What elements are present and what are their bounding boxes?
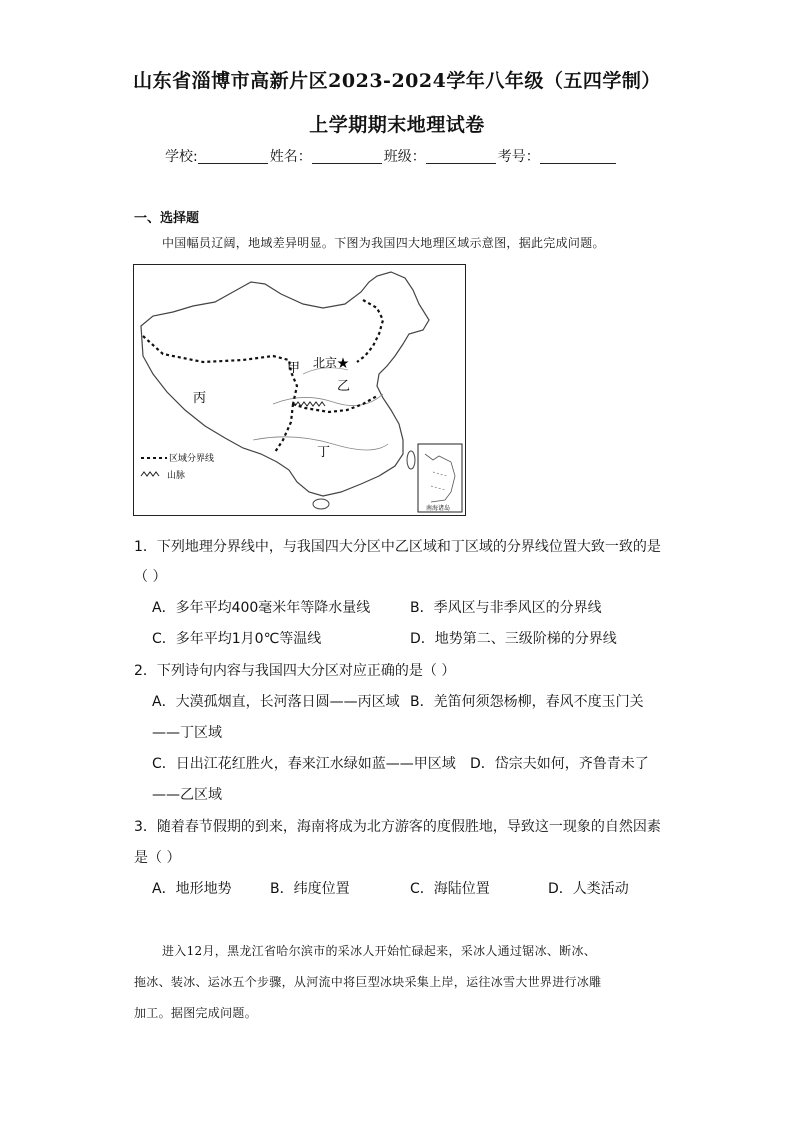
question-1-stem: 1．下列地理分界线中，与我国四大分区中乙区域和丁区域的分界线位置大致一致的是 [134,539,661,555]
passage-line-1: 进入12月，黑龙江省哈尔滨市的采冰人开始忙碌起来，采冰人通过锯冰、断冰、 [162,944,597,958]
q1-option-a[interactable]: A．多年平均400毫米年等降水量线 [152,600,371,616]
q2-option-d-cont: ——乙区域 [152,787,222,803]
student-info-fields [165,146,618,166]
page-subtitle: 上学期期末地理试卷 [309,114,485,136]
number-label: 考号： [497,149,540,165]
inset-label: 南海诸岛 [426,505,451,512]
intro-text: 中国幅员辽阔，地域差异明显。下图为我国四大地理区域示意图，据此完成问题。 [162,236,605,250]
section-heading: 一、选择题 [134,211,200,226]
q3-option-d[interactable]: D．人类活动 [548,881,629,897]
passage-line-3: 加工。据图完成问题。 [134,1006,258,1020]
name-blank[interactable] [312,149,382,164]
q2-option-b-cont: ——丁区域 [152,725,222,741]
question-3-stem: 3．随着春节假期的到来，海南将成为北方游客的度假胜地，导致这一现象的自然因素 [134,819,661,835]
passage-line-2: 拖冰、装冰、运冰五个步骤，从河流中将巨型冰块采集上岸，运往冰雪大世界进行冰雕 [134,975,602,989]
label-bing: 丙 [193,391,207,406]
q1-option-d[interactable]: D．地势第二、三级阶梯的分界线 [410,631,617,647]
q2-option-a[interactable]: A．大漠孤烟直，长河落日圆——丙区域 [152,694,400,710]
question-1-paren: （ ） [134,569,167,585]
q3-option-c[interactable]: C．海陆位置 [410,881,490,897]
q2-option-d[interactable]: D．岱宗夫如何，齐鲁青未了 [470,756,649,772]
question-3-paren: 是（ ） [134,850,181,866]
q3-option-b[interactable]: B．纬度位置 [270,881,350,897]
label-beijing: 北京★ [313,356,350,370]
legend-boundary-label: 区域分界线 [169,454,215,464]
legend-mountain-label: 山脉 [167,471,186,481]
school-label: 学校: [165,149,198,165]
q1-option-b[interactable]: B．季风区与非季风区的分界线 [410,600,602,616]
number-blank[interactable] [540,149,616,164]
q2-option-c[interactable]: C．日出江花红胜火，春来江水绿如蓝——甲区域 [152,756,456,772]
label-yi: 乙 [337,379,351,394]
q1-option-c[interactable]: C．多年平均1月0℃等温线 [152,631,322,647]
name-label: 姓名： [269,149,312,165]
question-2-stem: 2．下列诗句内容与我国四大分区对应正确的是（ ） [134,663,456,679]
china-regions-map [133,264,466,516]
label-ding: 丁 [317,445,331,460]
label-jia: 甲 [287,361,301,376]
school-blank[interactable] [198,149,268,164]
south-china-sea-inset [418,444,462,512]
q2-option-b[interactable]: B．羌笛何须怨杨柳，春风不度玉门关 [410,694,644,710]
page-title: 山东省淄博市高新片区2023-2024学年八年级（五四学制） [133,70,661,92]
class-blank[interactable] [426,149,496,164]
q3-option-a[interactable]: A．地形地势 [152,881,232,897]
class-label: 班级： [383,149,426,165]
